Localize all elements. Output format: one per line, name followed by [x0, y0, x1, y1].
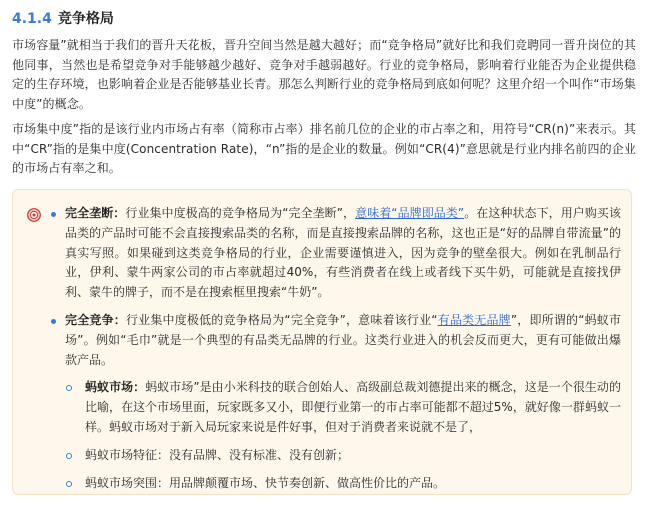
- ant-market-features-text: 蚂蚁市场特征：没有品牌、没有标准、没有创新；: [85, 447, 350, 462]
- section-number: 4.1.4: [12, 11, 52, 27]
- brand-is-category-link[interactable]: 意味着“品牌即品类”: [355, 206, 465, 220]
- term-monopoly: 完全垄断：: [65, 206, 126, 220]
- list-item-ant-market-breakthrough: [65, 474, 621, 494]
- competition-list: [49, 204, 621, 501]
- article: [12, 8, 636, 179]
- ant-market-breakthrough-text: 蚂蚁市场突围：用品牌颠覆市场、快节奏创新、做高性价比的产品。: [85, 475, 446, 490]
- paragraph-market-capacity: 市场容量”就相当于我们的晋升天花板，晋升空间当然是越大越好；而“竞争格局”就好比和我们竞聘同一晋升岗位的其他同事，当然也是希望竞争对手能够越少越好、竞争对手越弱越好。行业的竞争格局，影响着行业能否为企业提供稳定的生存环境，也影响着企业是否能够基业长青。那怎么判断行业的竞争格局到底如何呢？这里介绍一个叫作“市场集中度”的概念。: [12, 38, 636, 111]
- tip-icon: [27, 208, 41, 222]
- competition-text-1: 行业集中度极低的竞争格局为“完全竞争”，意味着该行业“: [125, 312, 438, 327]
- term-ant-market: 蚂蚁市场：: [85, 380, 146, 395]
- category-no-brand-link[interactable]: 有品类无品牌: [437, 312, 511, 327]
- section-title: 竞争格局: [57, 11, 114, 27]
- monopoly-text-1: 行业集中度极高的竞争格局为“完全垄断”，: [125, 206, 356, 220]
- ant-market-text: 蚂蚁市场”是由小米科技的联合创始人、高级副总裁刘德提出来的概念，这是一个很生动的比喻，在这个市场里面，玩家既多又小，即便行业第一的市占率可能都不超过5%，就好像一群蚂蚁一样。蚂蚁市场对于新入局玩家来说是件好事，但对于消费者来说就不是了，: [85, 380, 621, 434]
- monopoly-text-2: 。在这种状态下，用户购买该品类的产品时可能不会直接搜索品类的名称，而是直接搜索品牌的名称，这也正是“好的品牌自带流量”的真实写照。如果碰到这类竞争格局的行业，企业需要谨慎进入，因为竞争的壁垒很大。例如在乳制品行业，伊利、蒙牛两家公司的市占率就超过40%，有些消费者在线上或者线下买牛奶，可能就是直接找伊利、蒙牛的牌子，而不是在搜索框里搜索“牛奶”。: [65, 206, 621, 300]
- ant-market-list: [65, 378, 621, 493]
- competition-text-2: ”，即所谓的“蚂蚁市场”。例如“毛巾”就是一个典型的有品类无品牌的行业。这类行业进入的机会反而更大，更有可能做出爆款产品。: [65, 312, 621, 367]
- list-item-monopoly: [49, 204, 621, 303]
- paragraph-concentration-ratio: 市场集中度”指的是该行业内市场占有率（简称市占率）排名前几位的企业的市占率之和，用符号“CR(n)”来表示。其中“CR”指的是集中度(Concentration Rate)，“n”指的是企业的数量。例如“CR(4)”意思就是行业内排名前四的企业的市场占有率之和。: [12, 122, 636, 175]
- list-item-competition: [49, 311, 621, 493]
- list-item-ant-market: [65, 378, 621, 437]
- section-heading: [12, 8, 636, 30]
- term-competition: 完全竞争：: [65, 312, 126, 327]
- list-item-ant-market-features: [65, 446, 621, 466]
- tip-callout: [12, 189, 632, 495]
